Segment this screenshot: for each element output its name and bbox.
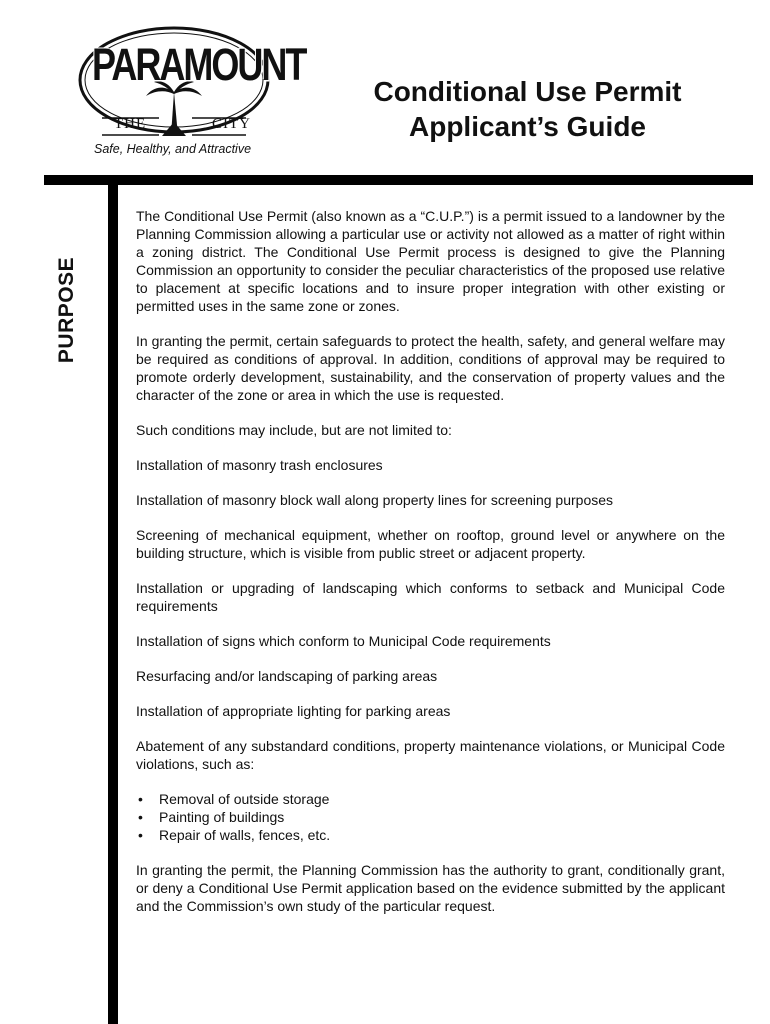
header-divider xyxy=(44,175,753,185)
list-item: • Repair of walls, fences, etc. xyxy=(136,826,725,844)
city-logo xyxy=(74,18,306,160)
condition-item: Screening of mechanical equipment, whether on rooftop, ground level or anywhere on the building structure, which is visible from public street or adjacent property. xyxy=(136,527,725,561)
condition-item: Installation of masonry block wall along property lines for screening purposes xyxy=(136,492,614,508)
list-item: • Removal of outside storage xyxy=(136,790,725,808)
title-line-2: Applicant’s Guide xyxy=(409,111,646,142)
intro-paragraph: The Conditional Use Permit (also known as a “C.U.P.”) is a permit issued to a landowner by the Planning Commission allowing a particular use or activity not allowed as a matter of right within a zoning district. The Conditional Use Permit process is designed to give the Planning Commission an opportunity to consider the peculiar characteristics of the proposed use relative to placement at specific locations and to insure proper integration with other existing or permitted uses in the same zone or zones. xyxy=(136,208,725,314)
violations-list xyxy=(136,790,725,844)
condition-item: Installation of appropriate lighting for parking areas xyxy=(136,703,451,719)
condition-item: Installation of masonry trash enclosures xyxy=(136,457,383,473)
safeguards-paragraph: In granting the permit, certain safeguards to protect the health, safety, and general welfare may be required as conditions of approval. In addition, conditions of approval may be required to promote orderly development, sustainability, and the conservation of property values and the character of the zone or area in which the use is requested. xyxy=(136,333,725,403)
condition-item: Installation or upgrading of landscaping which conforms to setback and Municipal Code requirements xyxy=(136,580,725,614)
list-item: • Painting of buildings xyxy=(136,808,725,826)
document-body xyxy=(136,207,725,932)
section-label-purpose: PURPOSE xyxy=(55,256,78,364)
sidebar-divider xyxy=(108,175,118,1024)
title-line-1: Conditional Use Permit xyxy=(373,76,682,107)
condition-item: Resurfacing and/or landscaping of parking areas xyxy=(136,668,438,684)
conditions-intro: Such conditions may include, but are not limited to: xyxy=(136,422,452,438)
logo-city-text: CITY xyxy=(212,116,251,132)
logo-tagline: Safe, Healthy, and Attractive xyxy=(94,142,252,156)
condition-item: Abatement of any substandard conditions, property maintenance violations, or Municipal Code violations, such as: xyxy=(136,738,725,772)
page-title xyxy=(330,74,725,144)
logo-the-text: THE xyxy=(114,116,147,132)
logo-wordmark: PARAMOUNT xyxy=(92,38,306,90)
condition-item: Installation of signs which conform to Municipal Code requirements xyxy=(136,633,551,649)
closing-paragraph: In granting the permit, the Planning Commission has the authority to grant, conditionally grant, or deny a Conditional Use Permit application based on the evidence submitted by the applicant and the Commission’s own study of the particular request. xyxy=(136,862,725,914)
